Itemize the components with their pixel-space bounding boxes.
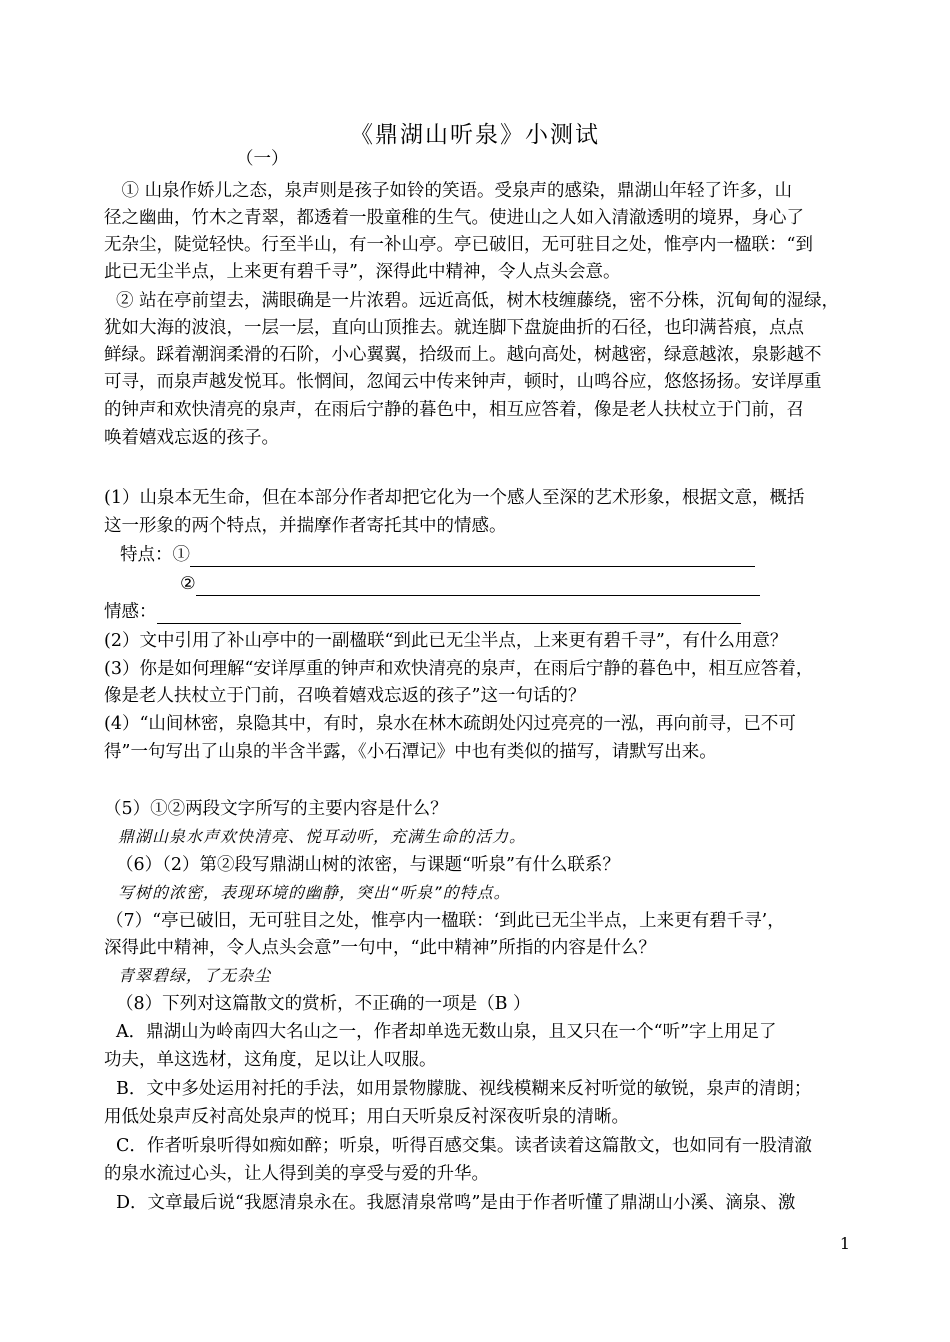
section-label: （一） [236,149,289,169]
option-a: A．鼎湖山为岭南四大名山之一，作者却单选无数山泉，且又只在一个“听”字上用足了 [116,1022,777,1042]
question-5: （5）①②两段文字所写的主要内容是什么？ [104,799,448,819]
answer-7: 青翠碧绿，了无杂尘 [118,966,272,985]
feature-1-row [120,543,870,567]
para2-line: 鲜绿。踩着潮润柔滑的石阶，小心翼翼，拾级而上。越向高处，树越密，绿意越浓，泉影越不 [104,345,822,365]
question-3: (3）你是如何理解“安详厚重的钟声和欢快清亮的泉声，在雨后宁静的暮色中，相互应答着， [104,659,814,679]
question-2: (2）文中引用了补山亭中的一副楹联“到此已无尘半点，上来更有碧千寻”，有什么用意？ [104,631,788,651]
answer-6: 写树的浓密，表现环境的幽静，突出“听泉”的特点。 [118,883,511,902]
question-8: （8）下列对这篇散文的赏析，不正确的一项是（B ） [116,994,531,1014]
emotion-label: 情感： [104,602,157,622]
question-4: (4）“山间林密，泉隐其中，有时，泉水在林木疏朗处闪过亮亮的一泓，再向前寻，已不可 [104,714,796,734]
para1-line: 无杂尘，陡觉轻快。行至半山，有一补山亭。亭已破旧，无可驻目之处，惟亭内一楹联：“到 [104,235,813,255]
answer-blank[interactable] [190,546,755,567]
option-c: C．作者听泉听得如痴如醉；听泉，听得百感交集。读者读着这篇散文，也如同有一股清澈 [116,1136,812,1156]
page-number: 1 [839,1234,850,1253]
page-title: 《鼎湖山听泉》小测试 [350,122,600,148]
para1-line: 此已无尘半点，上来更有碧千寻”，深得此中精神，令人点头会意。 [104,262,621,282]
option-d: D．文章最后说“我愿清泉永在。我愿清泉常鸣”是由于作者听懂了鼎湖山小溪、滴泉、激 [116,1193,796,1213]
feature-label: 特点：① [120,545,190,565]
para2-line: ② 站在亭前望去，满眼确是一片浓碧。远近高低，树木枝缠藤绕，密不分株，沉甸甸的湿绿， [116,291,840,311]
para1-line: ① 山泉作娇儿之态，泉声则是孩子如铃的笑语。受泉声的感染，鼎湖山年轻了许多，山 [104,181,793,201]
para2-line: 的钟声和欢快清亮的泉声，在雨后宁静的暮色中，相互应答着，像是老人扶杖立于门前，召 [104,400,804,420]
para2-line: 犹如大海的波浪，一层一层，直向山顶推去。就连脚下盘旋曲折的石径，也印满苔痕，点点 [104,318,804,338]
option-a: 功夫，单这选材，这角度，足以让人叹服。 [104,1050,437,1070]
question-3: 像是老人扶杖立于门前，召唤着嬉戏忘返的孩子”这一句话的？ [104,686,586,706]
option-b: 用低处泉声反衬高处泉声的悦耳；用白天听泉反衬深夜听泉的清晰。 [104,1107,629,1127]
option-b: B．文中多处运用衬托的手法，如用景物朦胧、视线模糊来反衬听觉的敏锐，泉声的清朗； [116,1079,812,1099]
answer-blank[interactable] [157,603,741,624]
feature-2-label: ② [180,574,196,594]
para2-line: 可寻，而泉声越发悦耳。怅惘间，忽闻云中传来钟声，顿时，山鸣谷应，悠悠扬扬。安详厚重 [104,372,822,392]
answer-blank[interactable] [196,575,760,596]
para2-line: 唤着嬉戏忘返的孩子。 [104,428,279,448]
option-c: 的泉水流过心头，让人得到美的享受与爱的升华。 [104,1164,489,1184]
question-1: 这一形象的两个特点，并揣摩作者寄托其中的情感。 [104,516,507,536]
question-7: 深得此中精神，令人点头会意”一句中，“此中精神”所指的内容是什么？ [104,938,656,958]
feature-2-row [180,572,930,596]
para1-line: 径之幽曲，竹木之青翠，都透着一股童稚的生气。使进山之人如入清澈透明的境界，身心了 [104,208,804,228]
question-1: (1）山泉本无生命，但在本部分作者却把它化为一个感人至深的艺术形象，根据文意，概括 [104,488,805,508]
question-4: 得”一句写出了山泉的半含半露，《小石潭记》中也有类似的描写，请默写出来。 [104,742,717,762]
question-7: （7）“亭已破旧，无可驻目之处，惟亭内一楹联：‘到此已无尘半点，上来更有碧千寻’， [106,911,785,931]
emotion-row [104,600,854,624]
answer-5: 鼎湖山泉水声欢快清亮、悦耳动听，充满生命的活力。 [118,827,527,846]
question-6: （6）（2）第②段写鼎湖山树的浓密，与课题“听泉”有什么联系？ [116,855,620,875]
